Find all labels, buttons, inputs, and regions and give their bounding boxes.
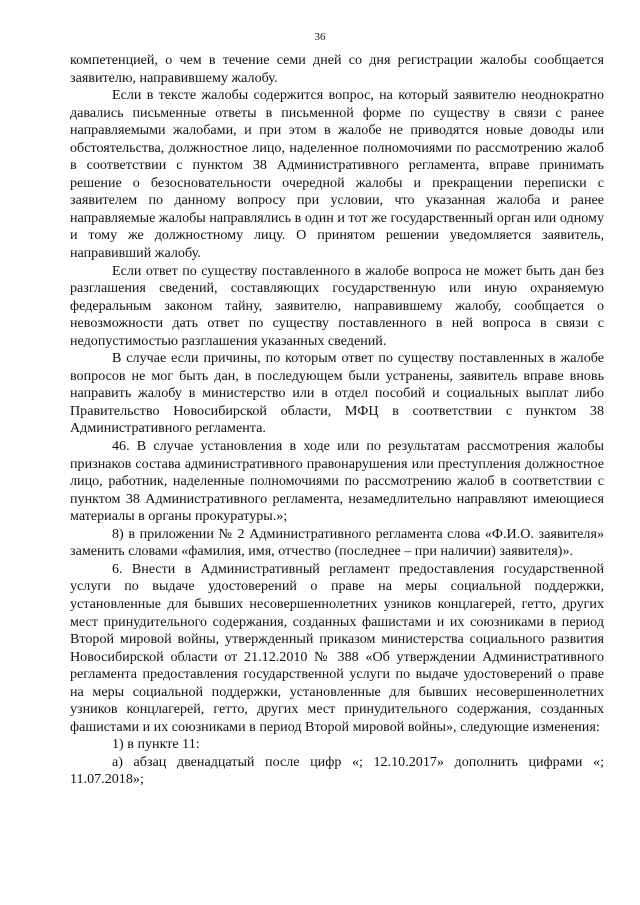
paragraph-continuation: компетенцией, о чем в течение семи дней со дня регистрации жалобы сообщается заявителю, направившему жалобу. <box>70 52 604 86</box>
paragraph-subitem-a: а) абзац двенадцатый после цифр «; 12.10.2017» дополнить цифрами «; 11.07.2018»; <box>70 753 604 788</box>
paragraph-secret-information: Если ответ по существу поставленного в жалобе вопроса не может быть дан без разглашения сведений, составляющих государственную или иную охраняемую федеральным законом тайну, заявителю, направившему жалобу, сообщается о невозможности дать ответ по существу поставленного в ней вопроса в связи с недопустимостью разглашения указанных сведений. <box>70 262 604 349</box>
paragraph-subitem-1: 1) в пункте 11: <box>112 736 200 753</box>
paragraph-repeated-complaint: Если в тексте жалобы содержится вопрос, на который заявителю неоднократно давались письменные ответы в письменной форме по существу в связи с ранее направляемыми жалобами, и при этом в жалобе не приводятся новые доводы или обстоятельства, должностное лицо, наделенное полномочиями по рассмотрению жалоб в соответствии с пунктом 38 Административного регламента, вправе принимать решение о безосновательности очередной жалобы и прекращении переписки с заявителем по данному вопросу при условии, что указанная жалоба и ранее направляемые жалобы направлялись в один и тот же государственный орган или одному и тому же должностному лицу. О принятом решении уведомляется заявитель, направивший жалобу. <box>70 87 604 262</box>
paragraph-resubmission: В случае если причины, по которым ответ по существу поставленных в жалобе вопросов не мог быть дан, в последующем были устранены, заявитель вправе вновь направить жалобу в министерство или в отдел пособий и социальных выплат либо Правительство Новосибирской области, МФЦ в соответствии с пунктом 38 Административного регламента. <box>70 350 604 437</box>
document-body <box>70 52 604 789</box>
paragraph-item-8: 8) в приложении № 2 Административного регламента слова «Ф.И.О. заявителя» заменить словами «фамилия, имя, отчество (последнее – при наличии) заявителя)». <box>70 525 604 560</box>
page-number: 36 <box>314 31 326 43</box>
paragraph-item-6: 6. Внести в Административный регламент предоставления государственной услуги по выдаче удостоверений о праве на меры социальной поддержки, установленные для бывших несовершеннолетних узников концлагерей, гетто, других мест принудительного содержания, созданных фашистами и их союзниками в период Второй мировой войны, утвержденный приказом министерства социального развития Новосибирской области от 21.12.2010 № 388 «Об утверждении Административного регламента предоставления государственной услуги по выдаче удостоверений о праве на меры социальной поддержки, установленные для бывших несовершеннолетних узников концлагерей, гетто, других мест принудительного содержания, созданных фашистами и их союзниками в период Второй мировой войны», следующие изменения: <box>70 560 604 735</box>
paragraph-item-46: 46. В случае установления в ходе или по результатам рассмотрения жалобы признаков состава административного правонарушения или преступления должностное лицо, работник, наделенные полномочиями по рассмотрению жалоб в соответствии с пунктом 38 Административного регламента, незамедлительно направляют имеющиеся материалы в органы прокуратуры.»; <box>70 438 604 525</box>
